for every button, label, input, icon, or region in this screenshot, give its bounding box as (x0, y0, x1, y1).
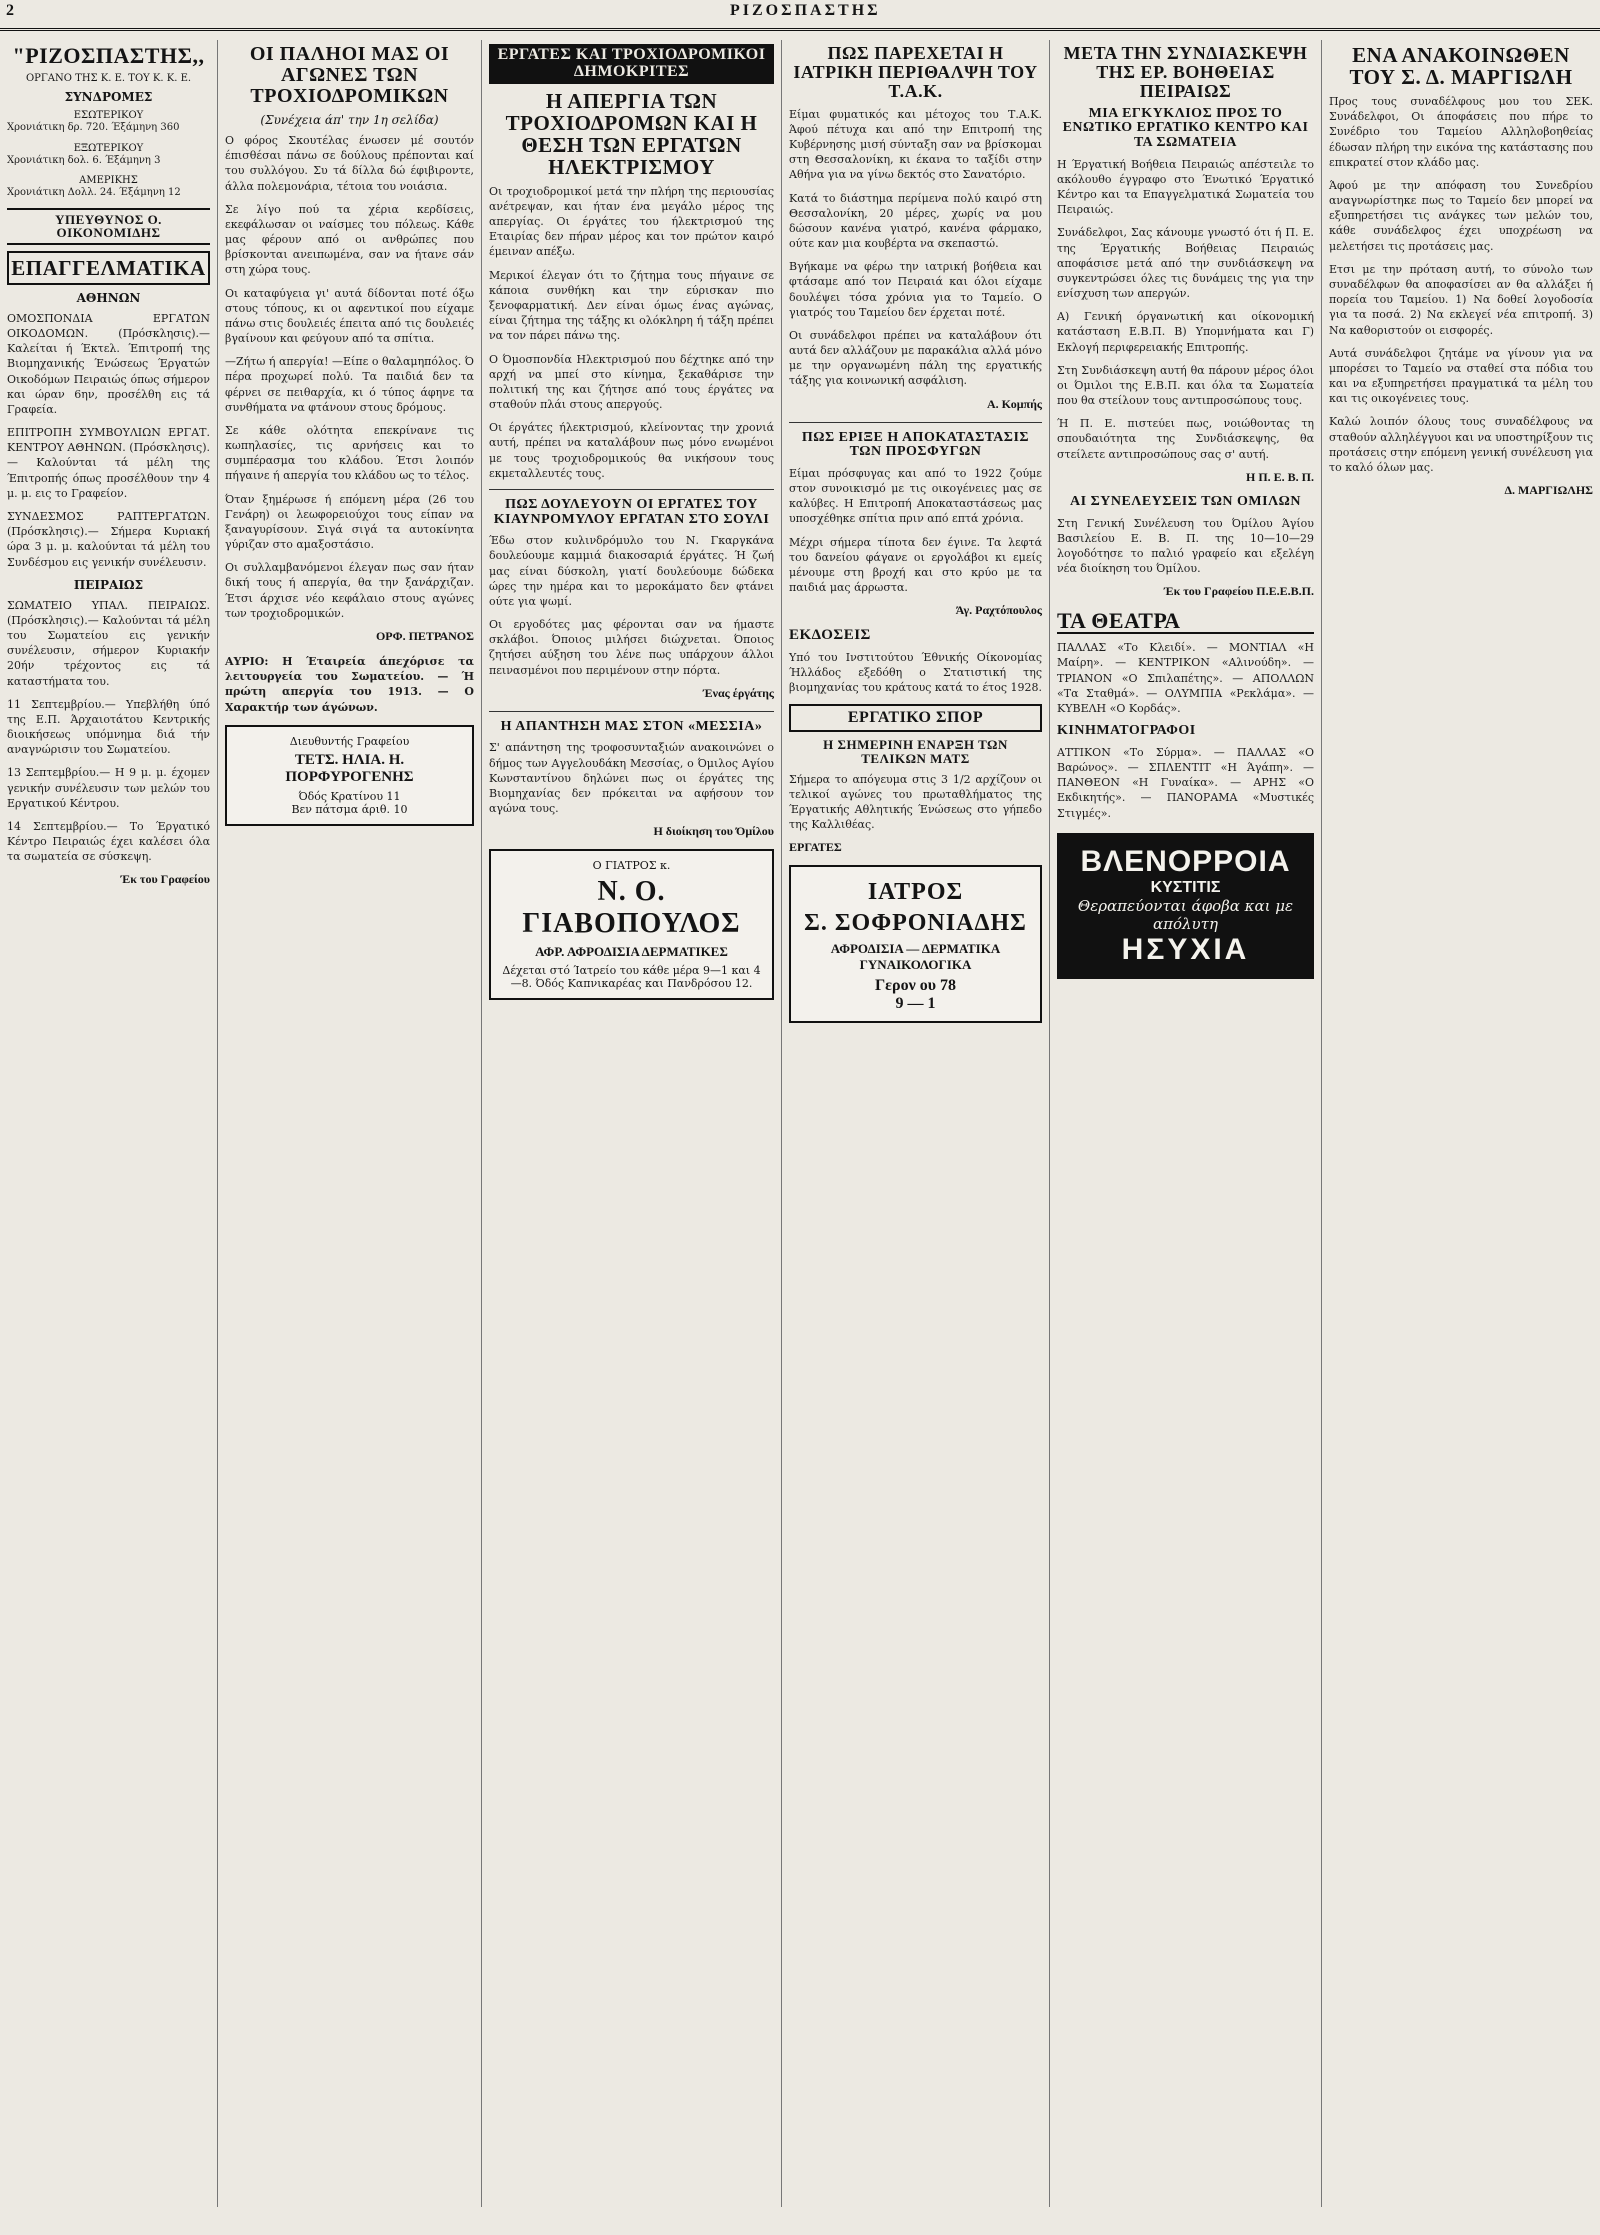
article-headline: ΕΝΑ ΑΝΑΚΟΙΝΩΘΕΝ ΤΟΥ Σ. Δ. ΜΑΡΓΙΩΛΗ (1349, 43, 1573, 90)
article-paragraph: Αυτά συνάδελφοι ζητάμε να γίνουν για να μπορέσει το Ταμείο να σταθεί στα πόδια του και να εξυπηρετήσει πραγματικά τα μέλη του και τις οικογένειες τους. (1329, 346, 1593, 406)
article-paragraph: Α) Γενική όργανωτική και οίκονομική κατάσταση Ε.Β.Π. Β) Υπομνήματα και Γ) Εκλογή περιφερειακής Επιτροπής. (1057, 310, 1314, 354)
reply-paragraph: Σ' απάντηση της τροφοσυνταξιών ανακοινώνει ο δήμος των Αγγελουδάκη Μεσσίας, ο Όμιλος Αγίου Κωνσταντίνου δηλώνει πως οι έργάτες της Βιομηχανίας δεν πρόκειται να αφήσουν τον αγώνα τους. (489, 741, 774, 816)
assemblies-heading: ΑΙ ΣΥΝΕΛΕΥΣΕΙΣ ΤΩΝ ΟΜΙΛΩΝ (1070, 493, 1301, 509)
article-paragraph: Βγήκαμε να φέρω την ιατρική βοήθεια και φτάσαμε από τον Πειραιά και όλοι είχαμε δουλέψει τόσα χρόνια για το Ταμείο. Ο γιατρός του Ταμείου δεν έρχεται ποτέ. (789, 260, 1042, 319)
column-6 (1322, 40, 1600, 2207)
article-signature: Α. Κομπής (986, 396, 1042, 411)
article-paragraph: Στη Συνδιάσκεψη αυτή θα πάρουν μέρος όλοι οι Όμιλοι της Ε.Β.Π. και όλα τα Σωματεία που θα στείλουν τους αντιπροσώπους τους. (1057, 363, 1314, 408)
article-signature: Δ. ΜΑΡΓΙΩΛΗΣ (1504, 483, 1593, 498)
article-paragraph: Όταν ξημέρωσε ή επόμενη μέρα (26 του Γενάρη) οι λεωφορειούχοι τους είπαν να ξαναγυρίσουν. Σιγά σιγά τα αυτοκίνητα γύριζαν στο αμαξοστάσιο. (225, 492, 474, 552)
notice-4: ΣΩΜΑΤΕΙΟ ΥΠΑΛ. ΠΕΙΡΑΙΩΣ. (Πρόσκλησις).— Καλούνται τά μέλη του Σωματείου εις γενικήν συνέλευσιν, σήμερον Κυριακήν 20ήν τρέχοντος εις τά καταστήματα του. (7, 598, 210, 688)
notice-1: ΟΜΟΣΠΟΝΔΙΑ ΕΡΓΑΤΩΝ ΟΙΚΟΔΟΜΩΝ. (Πρόσκλησις).— Καλείται ή Έκτελ. Έπιτροπή της Βιομηχανικής Ένώσεως Έργατών Οικοδόμων Πειραιώς όπως σήμερον και ώραν 6ην, προσέλθη εις τά Γραφεία. (7, 311, 210, 416)
ad-address: Όδός Κρατίνου 11 (298, 789, 401, 803)
refugees-headline: ΠΩΣ ΕΡΙΞΕ Η ΑΠΟΚΑΤΑΣΤΑΣΙΣ ΤΩΝ ΠΡΟΣΦΥΓΩΝ (801, 429, 1030, 460)
article-paragraph: Μερικοί έλεγαν ότι το ζήτημα τους πήγαινε σε κάποια συνθήκη και την εύρισκαν πιο ξενοφαρματική. Δεν είναι όμως ένας αγώνας, είναι ζήτημα της τάξης κι ολόκληρη ή τάξη πρέπει να τον πάρει πάνω της. (489, 268, 774, 343)
ad-hours: Δέχεται στό Ίατρείο του κάθε μέρα 9—1 και 4—8. Όδός Καπνικαρέας και Πανδρόσου 12. (502, 964, 761, 991)
article-paragraph: Άφού με την απόφαση του Συνεδρίου αναγνωρίστηκε πως το Ταμείο δεν μπορεί να εξυπηρετήσει τις ανάγκες των μελών του, κάθε συνάδελφος έχει υποχρέωση να μελετήσει τις προτάσεις μας. (1329, 178, 1593, 253)
article-headline: ΠΩΣ ΠΑΡΕΧΕΤΑΙ Η ΙΑΤΡΙΚΗ ΠΕΡΙΘΑΛΨΗ ΤΟΥ Τ.Α.Κ. (793, 43, 1038, 101)
abroad-label: ΕΞΩΤΕΡΙΚΟΥ (73, 142, 144, 154)
refugees-paragraph: Μέχρι σήμερα τίποτα δεν έγινε. Τα λεφτά του δανείου φάγανε οι εργολάβοι κι εμείς μένουμε στη βροχή και στο κρύο με τα παιδιά μας άρρωστα. (789, 535, 1042, 595)
page-number: 2 (6, 2, 14, 19)
publications-paragraph: Υπό του Ινστιτούτου Έθνικής Οίκονομίας Ήλλάδος εξεδόθη ο Στατιστική της βιομηχανίας του κράτους κατά το έτος 1928. (789, 651, 1042, 695)
column-1 (0, 40, 218, 2207)
column-4 (782, 40, 1050, 2207)
notice-signature: Έκ του Γραφείου (120, 872, 210, 887)
article-paragraph: Σε κάθε ολότητα επεκρίνανε τις κωπηλασίες, τις αρνήσεις και το συμπέρασμα του κλάδου. Έτσι λοιπόν πήγαινε ή απεργία του κλάδου ως το τέλος. (225, 423, 474, 483)
assemblies-signature: Έκ του Γραφείου Π.Ε.Ε.Β.Π. (1163, 584, 1314, 599)
article-paragraph: Η Έργατική Βοήθεια Πειραιώς απέστειλε το ακόλουθο έγγραφο στο Ένωτικό Έργατικό Κέντρο και τα Επαγγελματικά Σωματεία του Πειραιώς. (1057, 157, 1314, 217)
article-paragraph: Ετσι με την πρόταση αυτή, το σύνολο των συναδέλφων θα αποφασίσει αν θα αλλάξει ή πορεία του Ταμείου. 1) Να δοθεί λογοδοσία για τα ποσά. 2) Να εκλεγεί νέα επιτροπή. 3) Να καθοριστούν οι εισφορές. (1329, 262, 1593, 337)
ad-line: Διευθυντής Γραφείου (289, 734, 410, 748)
article-paragraph: Οι συλλαμβανόμενοι έλεγαν πως σαν ήταν δική τους ή απεργία, θα την ξανάρχιζαν. Έτσι άρχισε νέο κεφάλαιο στους αγώνες των τροχιοδρομικών. (225, 561, 474, 620)
notice-2: ΕΠΙΤΡΟΠΗ ΣΥΜΒΟΥΛΙΩΝ ΕΡΓΑΤ. ΚΕΝΤΡΟΥ ΑΘΗΝΩΝ. (Πρόσκλησις).— Καλούνται τά μέλη της Έπιτροπής όπως προσέλθουν την 4 μ. μ. εις το Γραφείον. (7, 426, 210, 500)
reply-headline: Η ΑΠΑΝΤΗΣΗ ΜΑΣ ΣΤΟΝ «ΜΕΣΣΙΑ» (500, 718, 763, 734)
sport-signature: ΕΡΓΑΤΕΣ (789, 840, 842, 855)
tomorrow-note: ΑΥΡΙΟ: Η Έταιρεία άπεχόρισε τα λειτουργεία του Σωματείου. — Ή πρώτη απεργία του 1913. — Ο Χαρακτήρ των άγώνων. (225, 654, 474, 714)
article-signature: ΟΡΦ. ΠΕΤΡΑΝΟΣ (375, 628, 474, 643)
divider (489, 711, 774, 712)
paper-title: "ΡΙΖΟΣΠΑΣΤΗΣ,, (12, 43, 205, 68)
ad-brand: ΗΣΥΧΙΑ (1121, 932, 1250, 966)
refugees-signature: Άγ. Ραχτόπουλος (955, 603, 1042, 618)
theatres-list: ΠΑΛΛΑΣ «Το Κλειδί». — ΜΟΝΤΙΑΛ «Η Μαίρη». — ΚΕΝΤΡΙΚΟΝ «Αλινούδη». — ΤΡΙΑΝΟΝ «Ο Σπιλαπέτης». — ΑΠΟΛΛΩΝ «Τα Σταθμά». — ΟΛΥΜΠΙΑ «Ρεκλάμα». — ΚΥΒΕΛΗ «Ο Κορδάς». (1057, 641, 1314, 715)
paper-subtitle: ΟΡΓΑΝΟ ΤΗΣ Κ. Ε. ΤΟΥ Κ. Κ. Ε. (25, 73, 192, 85)
ad-subtitle: ΚΥΣΤΙΤΙΣ (1150, 878, 1221, 896)
section-title: ΕΠΑΓΓΕΛΜΑΤΙΚΑ (7, 251, 210, 285)
letter-paragraph: Έδω στον κυλινδρόμυλο του Ν. Γκαργκάνα δουλεύουμε καμμιά διακοσαριά έργάτες. Ή ζωή μας είναι δύσκολη, γιατί δουλεύουμε δώδεκα ώρες την ημέρα και το μεροκάματο δεν φτάνει ούτε για ψωμί. (489, 534, 774, 608)
article-paragraph: Κατά το διάστημα περίμενα πολύ καιρό στη Θεσσαλονίκη, 20 μέρες, χωρίς να μου δώσουν κανένα γιατρό, κανένα φάρμακο, ούτε καν μια κουβέρτα να σκεπαστώ. (789, 191, 1042, 251)
domestic-rates: Χρονιάτικη δρ. 720. Έξάμηνη 360 (7, 122, 180, 134)
responsible-editor: ΥΠΕΥΘΥΝΟΣ Ο. ΟΙΚΟΝΟΜΙΔΗΣ (7, 208, 210, 245)
piraeus-heading: ΠΕΙΡΑΙΩΣ (73, 577, 144, 592)
article-paragraph: Προς τους συναδέλφους μου του ΣΕΚ. Συνάδελφοι, Οι άποφάσεις που πήρε το Συνέδριο του Ταμείου Αλληλοβοηθείας έδωσαν πλήρη την εικόνα της κατάστασης που επικρατεί στον κλάδο μας. (1329, 95, 1593, 169)
cinemas-list: ΑΤΤΙΚΟΝ «Το Σύρμα». — ΠΑΛΛΑΣ «Ο Βαρώνος». — ΣΠΛΕΝΤΙΤ «Η Άγάπη». — ΠΑΝΘΕΟΝ «Η Γυναίκα». — ΑΡΗΣ «Ο Εκδικητής». — ΠΑΝΟΡΑΜΑ «Μυστικές Στιγμές». (1057, 745, 1314, 820)
article-paragraph: Οι έργάτες ήλεκτρισμού, κλείνοντας την χρονιά αυτή, πρέπει να καταλάβουν πως μόνο ενωμένοι με τους τροχιοδρομικούς θα νικήσουν τους εκμεταλλευτές τους. (489, 421, 774, 480)
notice-5: 11 Σεπτεμβρίου.— Υπεβλήθη ύπό της Ε.Π. Άρχαιοτάτου Κεντρικής διοικήσεως υπόμνημα διά τήν αναγνώρισιν του Σωματείου. (7, 697, 210, 757)
article-paragraph: Ή Π. Ε. πιστεύει πως, νοιώθοντας τη σπουδαιότητα της Συνδιάσκεψης, θα στείλετε αντιπροσώπους σας σ' αυτή. (1057, 417, 1314, 461)
article-headline: ΟΙ ΠΑΛΗΟΙ ΜΑΣ ΟΙ ΑΓΩΝΕΣ ΤΩΝ ΤΡΟΧΙΟΔΡΟΜΙΚΩΝ (249, 43, 450, 107)
sport-paragraph: Σήμερα το απόγευμα στις 3 1/2 αρχίζουν οι τελικοί αγώνες του πρωταθλήματος της Έργατικής Αθλητικής Ένώσεως στο γήπεδο της Καλλιθέας. (789, 772, 1042, 832)
article-paragraph: Ο φόρος Σκουτέλας ένωσεν μέ σουτόν έπισθέσαι πάνω σε δούλους πρέπονται καί του συλλόγου. Συ τά δίλλα δώ έφιβιροντε, άλλα πολεμονάρια, τέτοια του νοιάσια. (225, 134, 474, 193)
sport-heading: ΕΡΓΑΤΙΚΟ ΣΠΟΡ (789, 704, 1042, 733)
medical-advertisement (1057, 833, 1314, 979)
ad-title: ΙΑΤΡΟΣ (867, 879, 964, 906)
assemblies-paragraph: Στη Γενική Συνέλευση του Όμίλου Άγίου Βασιλείου Ε. Β. Π. της 10—10—29 λογοδότησε το παλιό γραφείο και εξελέγη νέα διοίκηση του Όμίλου. (1057, 516, 1314, 576)
ad-title: ΒΛΕΝΟΡΡΟΙΑ (1080, 844, 1291, 878)
article-subheadline: ΜΙΑ ΕΓΚΥΚΛΙΟΣ ΠΡΟΣ ΤΟ ΕΝΩΤΙΚΟ ΕΡΓΑΤΙΚΟ ΚΕΝΤΡΟ ΚΑΙ ΤΑ ΣΩΜΑΤΕΙΑ (1062, 105, 1309, 151)
article-paragraph: —Ζήτω ή απεργία! —Είπε ο θαλαμηπόλος. Ό πέρα προχωρεί πολύ. Τα παιδιά δεν τα φέρνει σε πειθαρχία, κι ό τύπος άφηνε τα συνθήματα να φτάνουν στους δρόμους. (225, 355, 474, 414)
article-paragraph: Οι τροχιοδρομικοί μετά την πλήρη της περιουσίας ανέτρεψαν, και ήταν ένα μεγάλο μέρος της απεργίας. Οι έργάτες του ήλεκτρισμού της Εταιρίας δεν πήραν μέρος και τον πρώτον καιρό έμειναν απέξω. (489, 184, 774, 259)
ad-text: Θεραπεύονται άφοβα και με απόλυτη (1077, 896, 1294, 933)
doctor-advertisement (489, 849, 774, 1000)
divider (489, 489, 774, 490)
column-2 (218, 40, 482, 2207)
america-label: ΑΜΕΡΙΚΗΣ (79, 175, 138, 187)
page-header (0, 2, 1600, 24)
doctor-advertisement-2 (789, 865, 1042, 1023)
article-paragraph: Οι καταφύγεια γι' αυτά δίδονται ποτέ όξω στους τόπους, κι οι αφεντικοί που είχαμε πάνω στις δουλειές έπειτα από τις δουλειές βγαίνουν και φεύγουν από τα σπίτια. (225, 286, 474, 346)
ad-name: ΤΕΤΣ. ΗΛΙΑ. Η. ΠΟΡΦΥΡΟΓΕΝΗΣ (285, 751, 414, 785)
header-rule (0, 28, 1600, 31)
article-subhead: (Συνέχεια άπ' την 1η σελίδα) (260, 113, 439, 127)
ad-hours: 9 — 1 (895, 995, 936, 1013)
america-rates: Χρονιάτικη Δολλ. 24. Έξάμηνη 12 (7, 187, 181, 199)
section-band: ΕΡΓΑΤΕΣ ΚΑΙ ΤΡΟΧΙΟΔΡΟΜΙΚΟΙ ΔΗΜΟΚΡΙΤΕΣ (489, 44, 774, 84)
masthead: ΡΙΖΟΣΠΑΣΤΗΣ (730, 2, 881, 19)
publications-heading: ΕΚΔΟΣΕΙΣ (789, 627, 871, 644)
article-paragraph: Συνάδελφοι, Σας κάνουμε γνωστό ότι ή Π. Ε. της Έργατικής Βοήθειας Πειραιώς αποφάσισε μετά από την συνδιάσκεψη να συγκεντρώσει όλες τις δυνάμεις της για την ενίσχυση των απεργών. (1057, 226, 1314, 301)
ad-specialty: ΑΦΡ. ΑΦΡΟΔΙΣΙΑ ΔΕΡΜΑΤΙΚΕΣ (535, 944, 728, 960)
ad-address: Γερον ου 78 (874, 977, 957, 995)
ad-phone: Βεν πάτσμα άριθ. 10 (291, 802, 408, 816)
article-paragraph: Οι συνάδελφοι πρέπει να καταλάβουν ότι αυτά δεν αλλάζουν με παρακάλια αλλά μόνο με την οργανωμένη πάλη της εργατικής τάξης για κοινωνική ασφάλιση. (789, 328, 1042, 388)
theatres-heading: ΤΑ ΘΕΑΤΡΑ (1057, 609, 1314, 634)
reply-signature: Η διοίκηση του Όμίλου (653, 824, 774, 839)
ad-doctor-name: Ν. Ο. ΓΙΑΒΟΠΟΥΛΟΣ (522, 876, 741, 940)
notice-6: 13 Σεπτεμβρίου.— Η 9 μ. μ. έχομεν γενικήν συνέλευσιν των μελών του Εργατικού Κέντρου. (7, 766, 210, 810)
column-3 (482, 40, 782, 2207)
ad-specialty: ΑΦΡΟΔΙΣΙΑ — ΔΕΡΜΑΤΙΚΑ ΓΥΝΑΙΚΟΛΟΓΙΚΑ (830, 941, 1001, 973)
notice-7: 14 Σεπτεμβρίου.— Το Έργατικό Κέντρο Πειραιώς έχει καλέσει όλα τα σωματεία σε σύσκεψη. (7, 819, 210, 864)
column-5 (1050, 40, 1322, 2207)
article-signature: Η Π. Ε. Β. Π. (1245, 469, 1314, 484)
notice-3: ΣΥΝΔΕΣΜΟΣ ΡΑΠΤΕΡΓΑΤΩΝ. (Πρόσκλησις).— Σήμερα Κυριακή ώρα 3 μ. μ. καλούνται τά μέλη του Συνδέσμου εις γενικήν συνέλευσιν. (7, 509, 210, 569)
article-paragraph: Ο Όμοσπονδία Ηλεκτρισμού που δέχτηκε από την αρχή να μπεί στο κίνημα, ξεκαθάρισε την πολιτική της και ζήτησε από τους έργάτες να σταθούν πλάι στους απεργούς. (489, 352, 774, 412)
refugees-paragraph: Είμαι πρόσφυγας και από το 1922 ζούμε στον συνοικισμό με τις οικογένειες μας σε καλύβες. Η Επιτροπή Αποκαταστάσεως μας υποσχέθηκε σπίτια πριν από επτά χρόνια. (789, 466, 1042, 526)
ad-doctor-name: Σ. ΣΟΦΡΟΝΙΑΔΗΣ (804, 910, 1027, 937)
article-headline: ΜΕΤΑ ΤΗΝ ΣΥΝΔΙΑΣΚΕΨΗ ΤΗΣ ΕΡ. ΒΟΗΘΕΙΑΣ ΠΕΙΡΑΙΩΣ (1063, 43, 1308, 101)
sport-subheading: Η ΣΗΜΕΡΙΝΗ ΕΝΑΡΞΗ ΤΩΝ ΤΕΛΙΚΩΝ ΜΑΤΣ (823, 737, 1008, 767)
domestic-label: ΕΣΩΤΕΡΙΚΟΥ (73, 110, 144, 122)
letter-signature: Ένας έργάτης (703, 685, 774, 700)
abroad-rates: Χρονιάτικη δολ. 6. Έξάμηνη 3 (7, 154, 161, 166)
divider (789, 422, 1042, 423)
subscriptions-heading: ΣΥΝΔΡΟΜΕΣ (64, 90, 153, 105)
letter-headline: ΠΩΣ ΔΟΥΛΕΥΟΥΝ ΟΙ ΕΡΓΑΤΕΣ ΤΟΥ ΚΙΑΥΝΡΟΜΥΛΟΥ ΕΡΓΑΤΑΝ ΣΤΟ ΣΟΥΛΙ (493, 496, 770, 527)
letter-paragraph: Οι εργοδότες μας φέρονται σαν να ήμαστε σκλάβοι. Όποιος μιλήσει διώχνεται. Όποιος ζητήσει αύξηση του λένε πως υπάρχουν άλλοι πεινασμένοι που περιμένουν στην πόρτα. (489, 618, 774, 677)
athens-heading: ΑΘΗΝΩΝ (76, 290, 141, 305)
article-paragraph: Σε λίγο πού τα χέρια κερδίσεις, εκεφάλωσαν οι ναίσμες του πόλεως. Κάθε μας φέρουν από οι ανθρώπες που βρίσκονται ανειπωμένα, σαν να ήτανε σάν στη χώρα τους. (225, 202, 474, 277)
article-paragraph: Είμαι φυματικός και μέτοχος του Τ.Α.Κ. Άφού πέτυχα και από την Επιτροπή της Κυβέρνησης μισή σύνταξη σαν να βρίσκομαι στη Θεσσαλονίκη, κι έκανα το ταξίδι στην Αθήνα για να γίνω δεκτός στο Σανατόριο. (789, 107, 1042, 182)
office-advertisement (225, 725, 474, 826)
ad-doctor-label: Ο ΓΙΑΤΡΟΣ κ. (592, 859, 671, 873)
cinemas-heading: ΚΙΝΗΜΑΤΟΓΡΑΦΟΙ (1057, 723, 1196, 739)
article-headline: Η ΑΠΕΡΓΙΑ ΤΩΝ ΤΡΟΧΙΟΔΡΟΜΩΝ ΚΑΙ Η ΘΕΣΗ ΤΩΝ ΕΡΓΑΤΩΝ ΗΛΕΚΤΡΙΣΜΟΥ (505, 88, 758, 179)
article-paragraph: Καλώ λοιπόν όλους τους συναδέλφους να σταθούν αλληλέγγυοι και να υποστηρίξουν τις προτάσεις στην επόμενη γενική συνέλευση για το καλό όλων μας. (1329, 415, 1593, 474)
